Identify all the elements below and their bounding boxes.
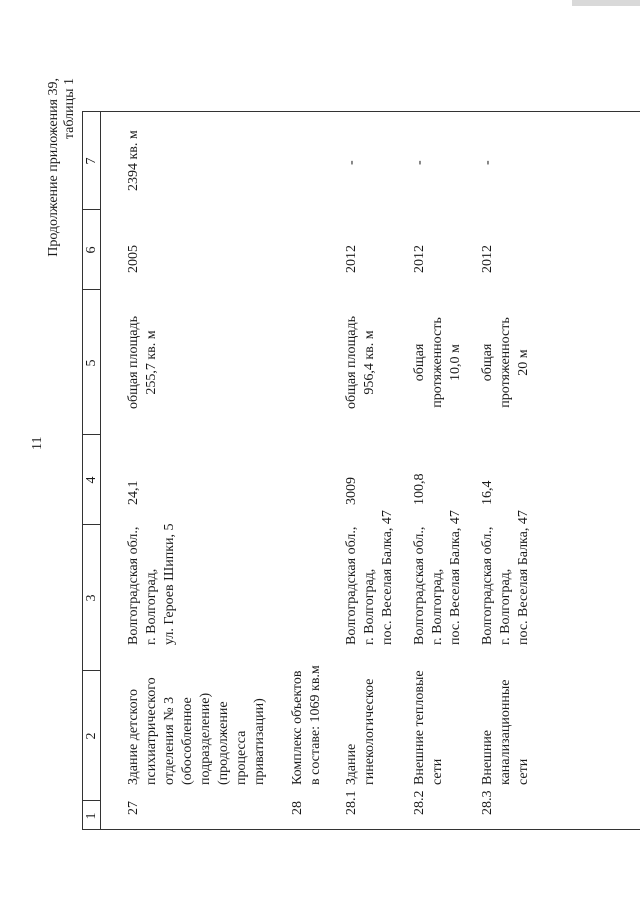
- row-desc-line: общая: [480, 343, 495, 382]
- continuation-line-1: Продолжение приложения 39,: [46, 78, 61, 257]
- row-name-line: Комплекс объектов: [290, 670, 305, 785]
- row-name-line: отделения № 3: [162, 696, 177, 785]
- table-column-line: [82, 289, 100, 290]
- row-name-line: сети: [516, 758, 531, 785]
- row-desc-line: общая площадь: [344, 315, 359, 410]
- row-address-line: ул. Героев Шипки, 5: [162, 523, 177, 645]
- row-name-line: в составе: 1069 кв.м: [308, 665, 323, 785]
- column-header: 7: [84, 157, 99, 165]
- row-name-line: Здание: [344, 743, 359, 785]
- column-header: 4: [84, 476, 99, 484]
- row-num: 28.2: [412, 790, 427, 815]
- column-header: 6: [84, 246, 99, 254]
- row-year: 2012: [344, 245, 359, 273]
- table-column-line: [82, 524, 100, 525]
- column-header: 3: [84, 594, 99, 602]
- row-address-line: г. Волгоград,: [430, 568, 445, 645]
- row-desc-line: 956,4 кв. м: [362, 330, 377, 395]
- table-column-line: [82, 209, 100, 210]
- row-address-line: г. Волгоград,: [498, 568, 513, 645]
- row-value: 16,4: [480, 480, 495, 505]
- table-column-line: [82, 434, 100, 435]
- row-address-line: Волгоградская обл.,: [344, 526, 359, 645]
- row-year: 2005: [126, 245, 141, 273]
- table-column-line: [82, 111, 640, 112]
- row-address-line: пос. Веселая Балка, 47: [448, 510, 463, 645]
- row-name-line: Внешние: [480, 729, 495, 785]
- row-desc-line: 10,0 м: [448, 344, 463, 381]
- row-address-line: г. Волгоград,: [362, 568, 377, 645]
- table-column-line: [82, 829, 640, 830]
- row-address-line: Волгоградская обл.,: [412, 526, 427, 645]
- row-extra: -: [412, 160, 427, 165]
- continuation-line-2: таблицы 1: [62, 78, 77, 140]
- table-header-border: [100, 112, 101, 830]
- column-header: 5: [84, 359, 99, 367]
- row-num: 28: [290, 801, 305, 815]
- row-num: 28.1: [344, 790, 359, 815]
- table-top-border: [82, 112, 83, 830]
- row-name-line: (продолжение: [216, 701, 231, 785]
- row-name-line: приватизации): [252, 698, 267, 785]
- row-desc-line: 255,7 кв. м: [144, 330, 159, 395]
- row-desc-line: протяженность: [430, 317, 445, 408]
- row-name-line: гинекологическое: [362, 678, 377, 785]
- row-address-line: пос. Веселая Балка, 47: [516, 510, 531, 645]
- row-extra: 2394 кв. м: [126, 130, 141, 191]
- row-desc-line: 20 м: [516, 349, 531, 376]
- page-number: 11: [30, 436, 45, 450]
- row-name-line: подразделение): [198, 692, 213, 785]
- row-num: 27: [126, 801, 141, 815]
- row-num: 28.3: [480, 790, 495, 815]
- column-header: 2: [84, 732, 99, 740]
- row-value: 3009: [344, 477, 359, 505]
- row-extra: -: [344, 160, 359, 165]
- row-value: 24,1: [126, 480, 141, 505]
- row-address-line: Волгоградская обл.,: [480, 526, 495, 645]
- row-name-line: (обособленное: [180, 697, 195, 785]
- row-desc-line: протяженность: [498, 317, 513, 408]
- row-value: 100,8: [412, 473, 427, 505]
- table-column-line: [82, 670, 100, 671]
- row-name-line: канализационные: [498, 679, 513, 785]
- row-address-line: пос. Веселая Балка, 47: [380, 510, 395, 645]
- row-year: 2012: [412, 245, 427, 273]
- row-name-line: процесса: [234, 730, 249, 785]
- row-year: 2012: [480, 245, 495, 273]
- row-name-line: сети: [430, 758, 445, 785]
- row-name-line: Здание детского: [126, 688, 141, 785]
- row-name-line: Внешние тепловые: [412, 670, 427, 785]
- row-desc-line: общая: [412, 343, 427, 382]
- row-desc-line: общая площадь: [126, 315, 141, 410]
- row-address-line: Волгоградская обл.,: [126, 526, 141, 645]
- column-header: 1: [84, 812, 99, 820]
- row-address-line: г. Волгоград,: [144, 568, 159, 645]
- row-extra: -: [480, 160, 495, 165]
- row-name-line: психиатрического: [144, 677, 159, 785]
